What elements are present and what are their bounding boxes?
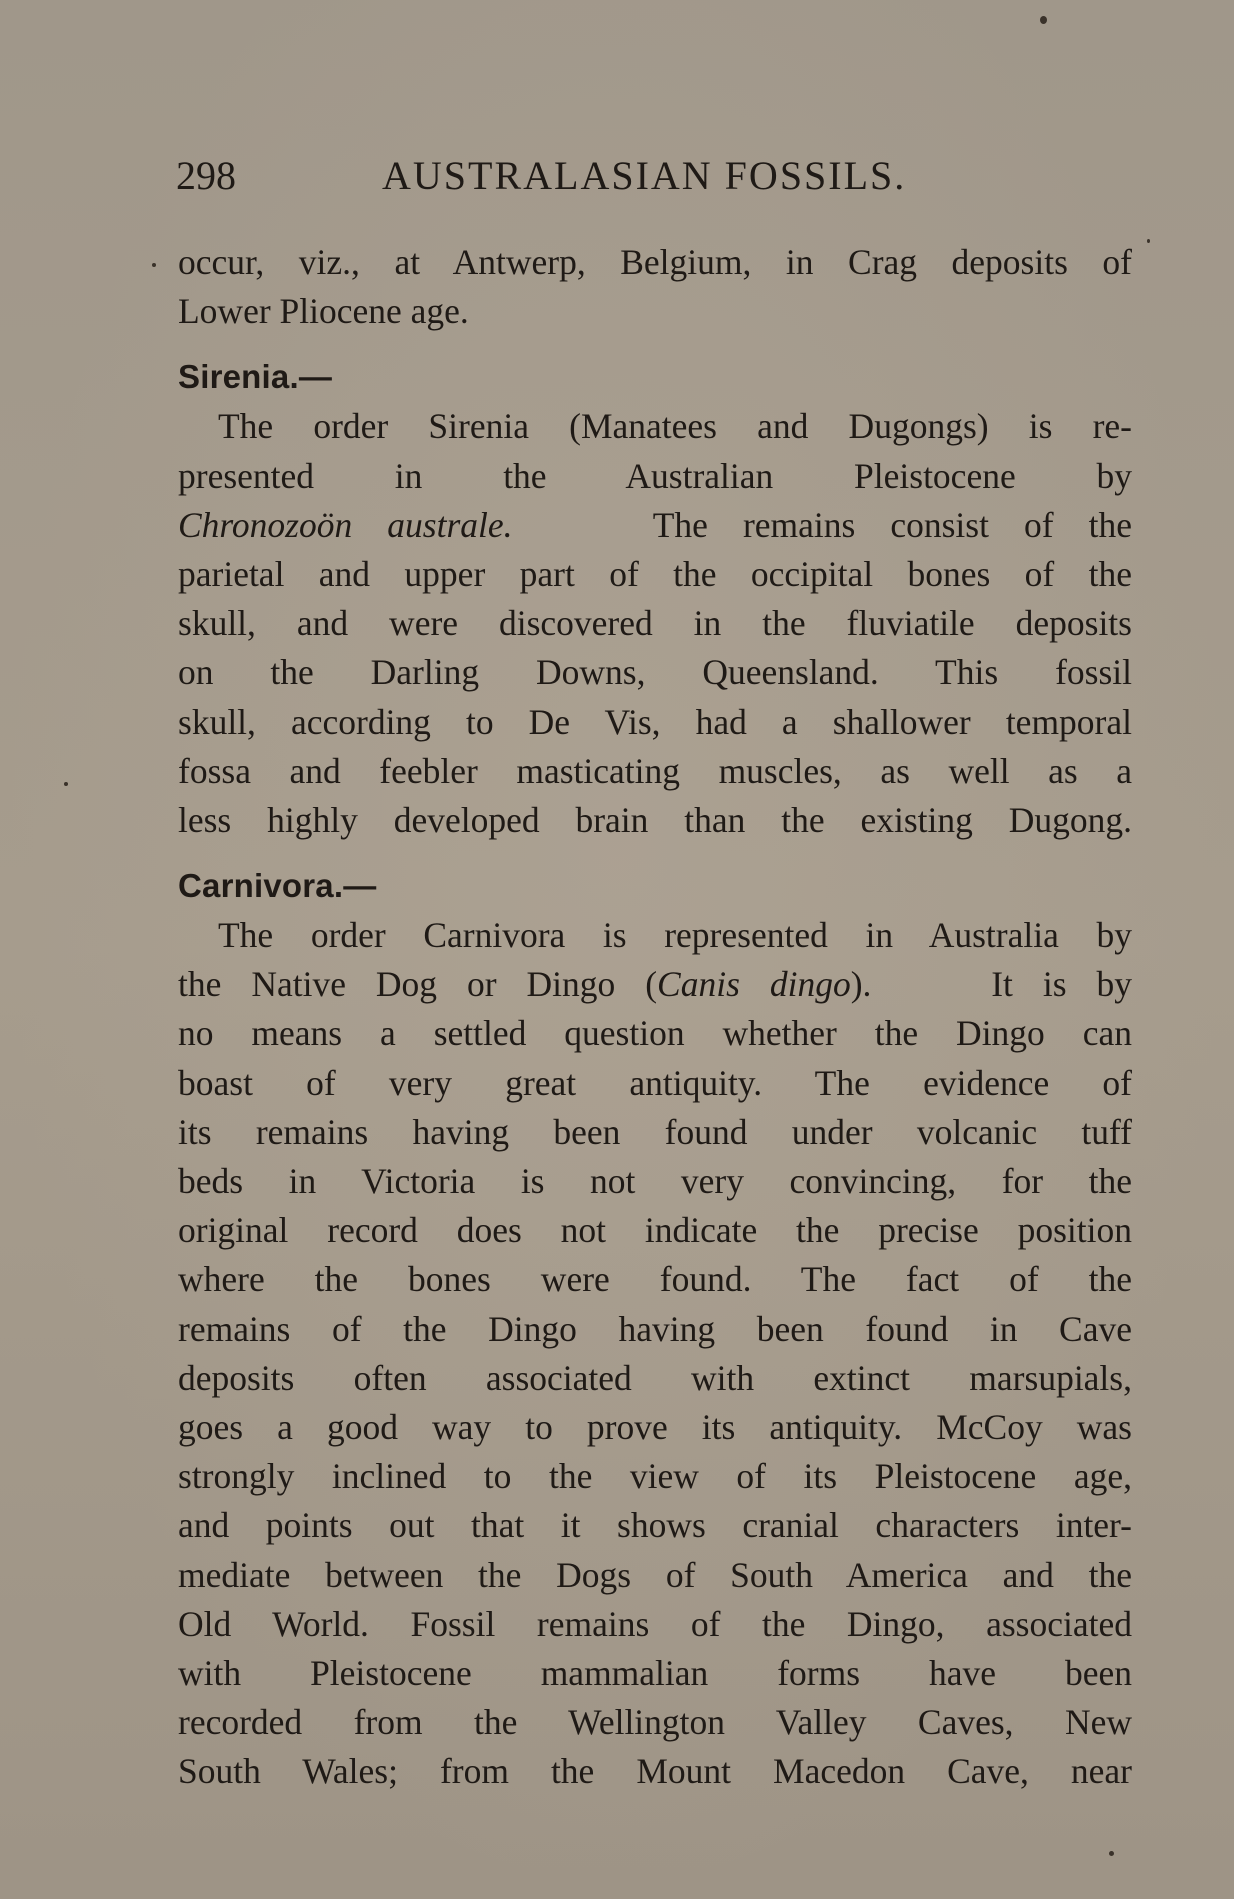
text-line: presented in the Australian Pleistocene by — [178, 455, 1132, 496]
running-title: AUSTRALASIAN FOSSILS. — [382, 153, 907, 198]
text-line: on the Darling Downs, Queensland. This fossil — [178, 652, 1132, 693]
text-line: The order Sirenia (Manatees and Dugongs) is re- — [218, 406, 1132, 447]
text-line: deposits often associated with extinct marsupials, — [178, 1357, 1132, 1398]
paper-speck — [64, 782, 68, 786]
text-line: goes a good way to prove its antiquity. McCoy was — [178, 1406, 1132, 1447]
text-line: and points out that it shows cranial characters inter- — [178, 1505, 1132, 1546]
text-line: where the bones were found. The fact of the — [178, 1259, 1132, 1300]
text-line: fossa and feebler masticating muscles, as well as a — [178, 750, 1132, 791]
text-line: boast of very great antiquity. The evidence of — [178, 1062, 1132, 1103]
paper-speck — [1147, 239, 1150, 243]
continuation-paragraph — [178, 238, 1132, 336]
text-line: original record does not indicate the precise position — [178, 1210, 1132, 1251]
text-line: South Wales; from the Mount Macedon Cave, near — [178, 1751, 1132, 1792]
species-name: Canis dingo — [657, 964, 851, 1005]
text-line: recorded from the Wellington Valley Caves, New — [178, 1702, 1132, 1743]
text-line: remains of the Dingo having been found in Cave — [178, 1308, 1132, 1349]
text-line: skull, according to De Vis, had a shallower temporal — [178, 701, 1132, 742]
page-number: 298 — [176, 153, 236, 198]
text-line: The order Carnivora is represented in Australia by — [218, 915, 1132, 956]
paper-speck — [152, 263, 156, 267]
text-line: Lower Pliocene age. — [178, 291, 469, 332]
text-line: strongly inclined to the view of its Pleistocene age, — [178, 1456, 1132, 1497]
text-line: the Native Dog or Dingo (Canis dingo). It is by — [178, 964, 1132, 1005]
text-line: no means a settled question whether the Dingo can — [178, 1013, 1132, 1054]
text-line: mediate between the Dogs of South America and the — [178, 1554, 1132, 1595]
text-line: with Pleistocene mammalian forms have been — [178, 1652, 1132, 1693]
sirenia-paragraph — [178, 402, 1132, 845]
text-line: skull, and were discovered in the fluviatile deposits — [178, 603, 1132, 644]
text-line: less highly developed brain than the existing Dugong. — [178, 799, 1132, 840]
body-text — [178, 238, 1132, 1796]
text-line: beds in Victoria is not very convincing, for the — [178, 1161, 1132, 1201]
carnivora-paragraph — [178, 911, 1132, 1796]
section-heading-carnivora: Carnivora.— — [178, 867, 377, 905]
text-line: occur, viz., at Antwerp, Belgium, in Crag deposits of — [178, 242, 1132, 282]
section-heading-sirenia: Sirenia.— — [178, 358, 333, 396]
text-line: parietal and upper part of the occipital bones of the — [178, 553, 1132, 594]
text-line: Chronozoön australe. The remains consist of the — [178, 504, 1133, 545]
running-head — [176, 152, 936, 202]
text-line: Old World. Fossil remains of the Dingo, associated — [178, 1603, 1132, 1644]
species-name: Chronozoön australe. — [178, 504, 513, 545]
paper-speck — [1040, 16, 1047, 24]
paper-speck — [1109, 1851, 1114, 1856]
text-line: its remains having been found under volcanic tuff — [178, 1111, 1132, 1152]
